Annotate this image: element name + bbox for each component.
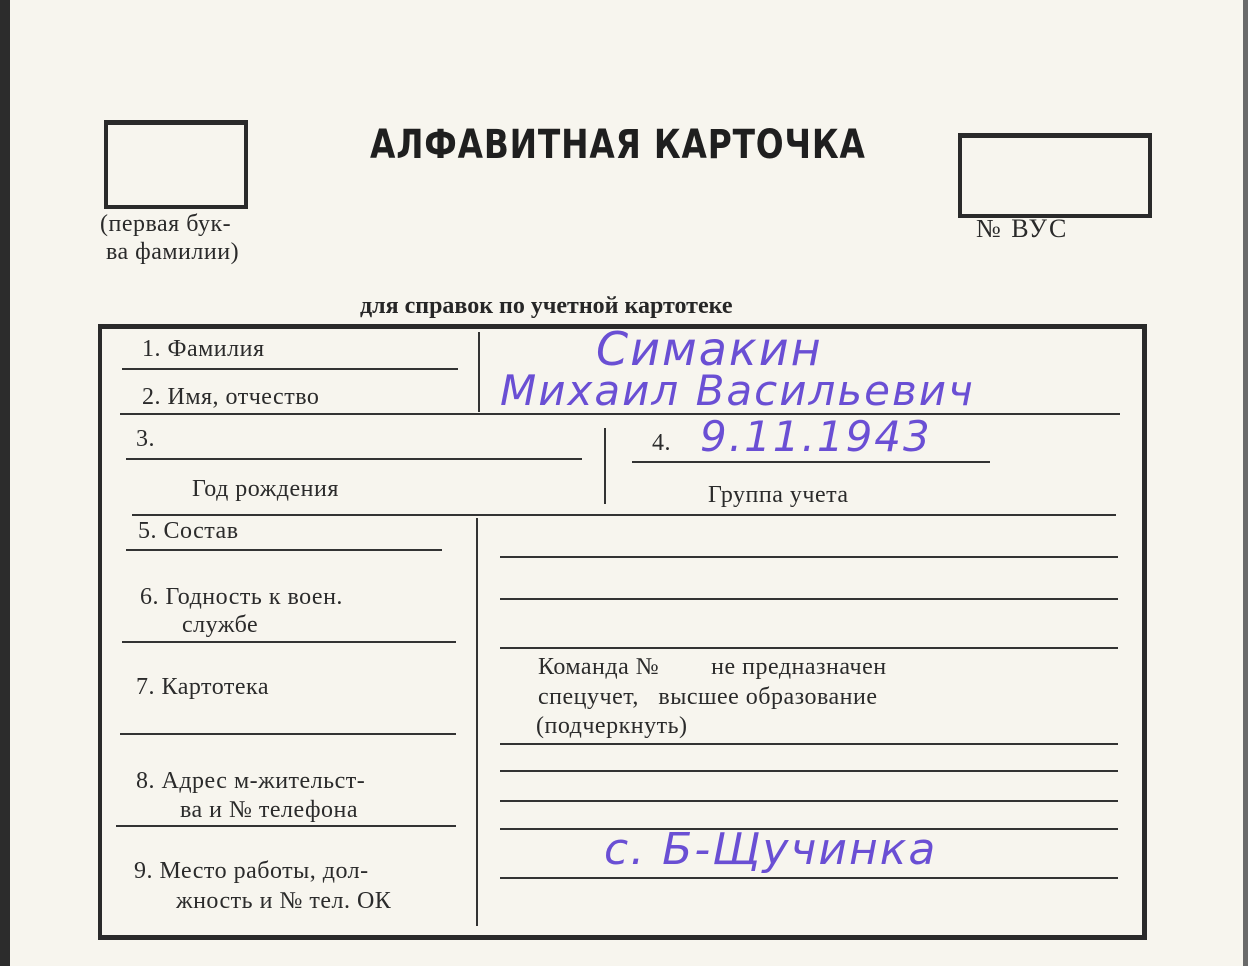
field-surname-label: 1. Фамилия — [142, 336, 265, 362]
first-letter-caption — [100, 210, 239, 266]
field-composition-label: 5. Состав — [138, 518, 239, 544]
first-letter-box — [104, 120, 248, 209]
handwritten-name-patronymic: Михаил Васильевич — [500, 366, 975, 415]
rule-surname — [122, 368, 458, 370]
handwritten-surname: Симакин — [596, 322, 823, 376]
field-fitness-label-line1: 6. Годность к воен. — [140, 584, 343, 610]
rule-right-5 — [500, 770, 1118, 772]
vus-number-box — [958, 133, 1152, 218]
field-card-index-label: 7. Картотека — [136, 674, 269, 700]
rule-address — [116, 825, 456, 827]
handwritten-place: с. Б-Щучинка — [604, 824, 938, 875]
field-3-label: 3. — [136, 426, 155, 452]
field-address-label-line1: 8. Адрес м-жительст- — [136, 768, 366, 794]
rule-right-6 — [500, 800, 1118, 802]
vus-caption: № ВУС — [976, 214, 1069, 243]
card-left-edge — [0, 0, 10, 966]
field-name-label: 2. Имя, отчество — [142, 384, 320, 410]
rule-fitness — [122, 641, 456, 643]
card-right-edge — [1243, 0, 1248, 966]
rule-group — [632, 461, 990, 463]
field-fitness-label-line2: службе — [182, 612, 259, 638]
rule-birth-year — [126, 458, 582, 460]
rule-right-1 — [500, 556, 1118, 558]
field-address-label-line2: ва и № телефона — [180, 797, 359, 823]
rule-right-4 — [500, 743, 1118, 745]
divider-lower-vertical — [476, 518, 478, 926]
field-4-label: 4. — [652, 430, 671, 456]
first-letter-caption-line1: (первая бук- — [100, 211, 232, 237]
accounting-group-caption: Группа учета — [708, 482, 849, 508]
handwritten-group-date: 9.11.1943 — [700, 412, 932, 461]
rule-row-4 — [132, 514, 1116, 516]
rule-card-index — [120, 733, 456, 735]
command-number-text: Команда № не предназначен — [538, 654, 887, 680]
rule-right-8 — [500, 877, 1118, 879]
underline-instruction: (подчеркнуть) — [536, 713, 688, 739]
special-registration-text: спецучет, высшее образование — [538, 684, 878, 710]
birth-year-caption: Год рождения — [192, 476, 339, 502]
first-letter-caption-line2: ва фамилии) — [106, 239, 240, 265]
field-workplace-label-line2: жность и № тел. ОК — [176, 888, 392, 914]
card-subtitle: для справок по учетной картотеке — [360, 293, 733, 319]
rule-right-2 — [500, 598, 1118, 600]
divider-top-vertical — [478, 332, 480, 412]
rule-composition — [126, 549, 442, 551]
rule-right-3 — [500, 647, 1118, 649]
card-title: АЛФАВИТНАЯ КАРТОЧКА — [370, 122, 866, 168]
divider-mid-vertical — [604, 428, 606, 504]
field-workplace-label-line1: 9. Место работы, дол- — [134, 858, 369, 884]
